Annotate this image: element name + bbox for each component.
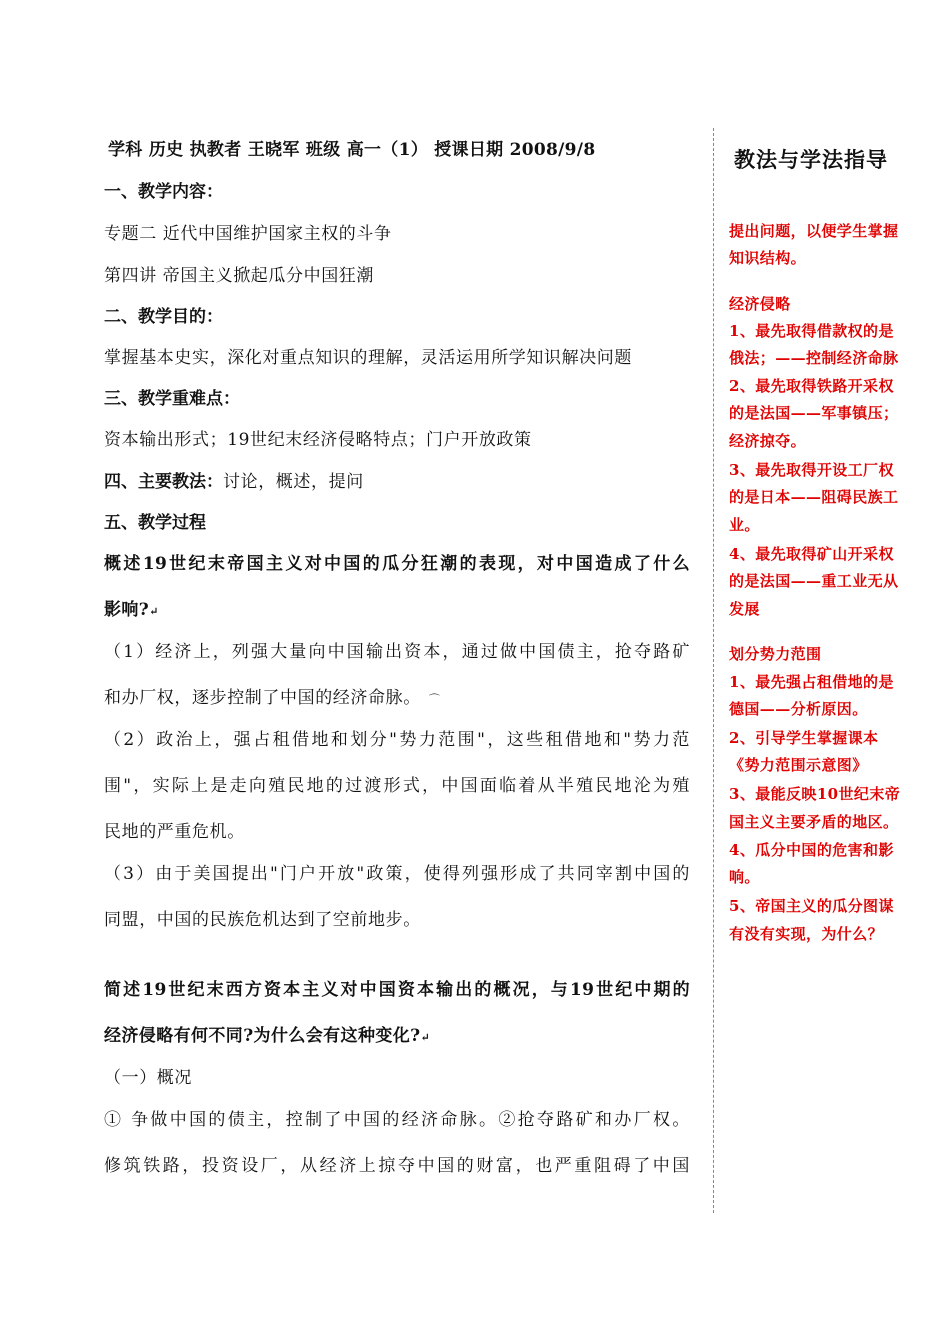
sidebar-note-line: 的是法国——军事镇压； (729, 404, 899, 422)
q1-p2-line1: （2）政治上，强占租借地和划分"势力范围"，这些租借地和"势力范 (104, 730, 690, 750)
q2-line2 (104, 1021, 430, 1046)
method-heading: 四、主要教法： (104, 472, 223, 492)
sidebar-note-line: 《势力范围示意图》 (729, 756, 868, 774)
sidebar-note-line: 4、最先取得矿山开采权 (729, 545, 894, 563)
sidebar-note-line: 发展 (729, 600, 760, 618)
q1-p1-line2 (104, 683, 440, 708)
process-heading: 五、教学过程 (104, 513, 206, 533)
q1-line1: 概述19世纪末帝国主义对中国的瓜分狂潮的表现，对中国造成了什么 (104, 554, 690, 574)
key-text: 资本输出形式；19世纪末经济侵略特点；门户开放政策 (104, 430, 532, 450)
sidebar-note-line: 俄法；——控制经济命脉 (729, 349, 899, 367)
paragraph-mark-icon: ↵ (149, 605, 159, 618)
q2-line3: ① 争做中国的债主，控制了中国的经济命脉。②抢夺路矿和办厂权。 (104, 1110, 690, 1130)
sidebar-note-line: 德国——分析原因。 (729, 700, 868, 718)
sidebar-note-line: 有没有实现，为什么？ (729, 925, 884, 943)
topic-text: 专题二 近代中国维护国家主权的斗争 (104, 224, 392, 244)
key-heading: 三、教学重难点： (104, 389, 240, 409)
sidebar-note-line: 业。 (729, 516, 760, 534)
goal-text: 掌握基本史实，深化对重点知识的理解，灵活运用所学知识解决问题 (104, 348, 632, 368)
sidebar-note-line: 2、最先取得铁路开采权 (729, 377, 894, 395)
sidebar-note-line: 的是法国——重工业无从 (729, 572, 899, 590)
sidebar-note-line: 1、最先取得借款权的是 (729, 322, 894, 340)
sidebar-note-line: 经济侵略 (729, 295, 791, 313)
q2-line4: 修筑铁路，投资设厂，从经济上掠夺中国的财富，也严重阻碍了中国 (104, 1156, 690, 1176)
sidebar-note-line: 提出问题，以便学生掌握 (729, 222, 899, 240)
sidebar-note-line: 划分势力范围 (729, 645, 822, 663)
q1-p3-line2: 同盟，中国的民族危机达到了空前地步。 (104, 910, 421, 930)
q1-p3-line1: （3）由于美国提出"门户开放"政策，使得列强形成了共同宰割中国的 (104, 864, 690, 884)
paragraph-mark-icon: ↵ (420, 1031, 431, 1044)
method-line (104, 467, 364, 492)
lesson-header: 学科 历史 执教者 王晓军 班级 高一（1） 授课日期 2008/9/8 (108, 140, 596, 160)
sidebar-note-line: 国主义主要矛盾的地区。 (729, 813, 899, 831)
sidebar-title: 教法与学法指导 (734, 147, 888, 172)
q1-p2-line2: 围"，实际上是走向殖民地的过渡形式，中国面临着从半殖民地沦为殖 (104, 776, 690, 796)
sidebar-note-line: 5、帝国主义的瓜分图谋 (729, 897, 894, 915)
sidebar-note-line: 经济掠夺。 (729, 432, 807, 450)
q1-p1-line1: （1）经济上，列强大量向中国输出资本，通过做中国债主，抢夺路矿 (104, 642, 690, 662)
sidebar-note-line: 3、最能反映10世纪末帝 (729, 785, 901, 803)
goal-heading: 二、教学目的： (104, 307, 223, 327)
q1-line2 (104, 595, 159, 620)
sidebar-note-line: 知识结构。 (729, 249, 807, 267)
q1-line2-text: 影响? (104, 600, 150, 620)
q1-p2-line3: 民地的严重危机。 (104, 822, 245, 842)
sidebar-note-line: 的是日本——阻碍民族工 (729, 488, 899, 506)
sidebar-note-line: 1、最先强占租借地的是 (729, 673, 894, 691)
sidebar-note-line: 2、引导学生掌握课本 (729, 729, 879, 747)
sidebar-note-line: 响。 (729, 868, 760, 886)
method-text: 讨论，概述，提问 (223, 472, 364, 492)
lecture-text: 第四讲 帝国主义掀起瓜分中国狂潮 (104, 266, 375, 286)
q2-sub-heading: （一）概况 (104, 1068, 192, 1088)
q2-line2-text: 经济侵略有何不同?为什么会有这种变化? (104, 1026, 421, 1046)
sidebar-note-line: 4、瓜分中国的危害和影 (729, 841, 894, 859)
caret-mark-icon: ⌒ (428, 693, 441, 706)
column-divider (713, 128, 714, 1213)
content-heading: 一、教学内容： (104, 182, 223, 202)
q1-p1-line2-text: 和办厂权，逐步控制了中国的经济命脉。 (104, 688, 421, 708)
q2-line1: 简述19世纪末西方资本主义对中国资本输出的概况，与19世纪中期的 (104, 980, 690, 1000)
sidebar-note-line: 3、最先取得开设工厂权 (729, 461, 894, 479)
